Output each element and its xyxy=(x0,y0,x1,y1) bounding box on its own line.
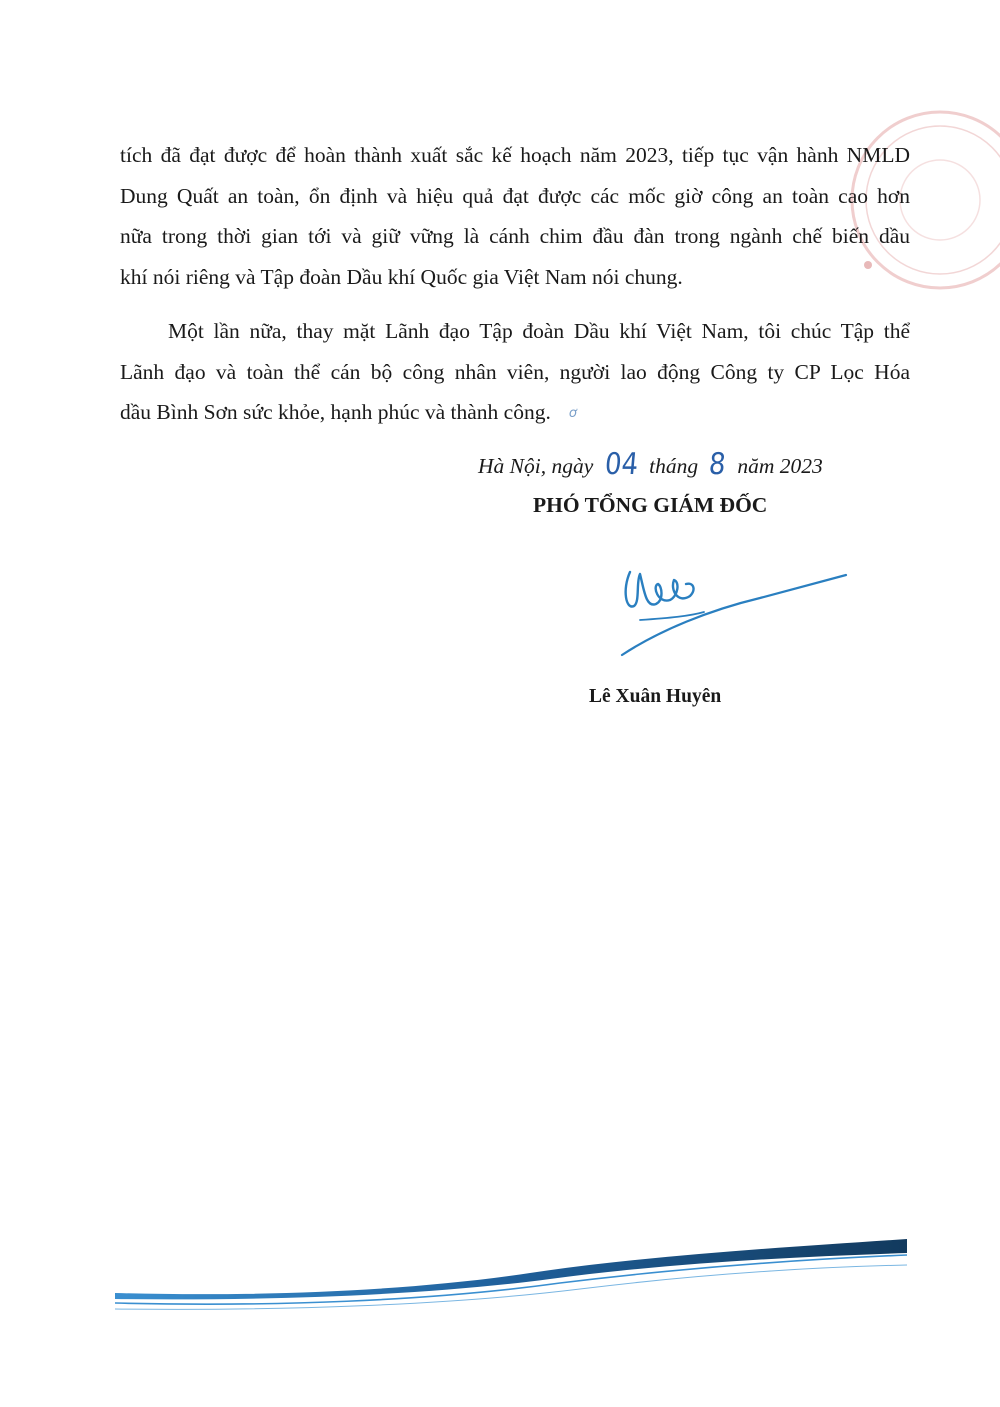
paragraph-line: Một lần nữa, thay mặt Lãnh đạo Tập đoàn Dầu khí Việt Nam, tôi chúc Tập thể xyxy=(168,319,910,343)
signer-name: Lê Xuân Huyên xyxy=(589,686,722,707)
paragraph-wishes xyxy=(120,311,910,434)
place-and-date xyxy=(478,447,823,483)
paragraph-line: khí nói riêng và Tập đoàn Dầu khí Quốc gia Việt Nam nói chung. xyxy=(120,264,683,289)
paragraph-line: dầu Bình Sơn sức khỏe, hạnh phúc và thành công. xyxy=(120,400,551,424)
paragraph-line: nữa trong thời gian tới và giữ vững là cánh chim đầu đàn trong ngành chế biến dầu xyxy=(120,224,910,248)
handwritten-day: 04 xyxy=(603,447,640,483)
handwritten-signature xyxy=(600,560,850,665)
paragraph-line: tích đã đạt được để hoàn thành xuất sắc kế hoạch năm 2023, tiếp tục vận hành NMLD xyxy=(120,143,910,167)
paragraph-line: Lãnh đạo và toàn thể cán bộ công nhân viên, người lao động Công ty CP Lọc Hóa xyxy=(120,359,910,384)
handwritten-month: 8 xyxy=(707,447,728,483)
place-date-prefix: Hà Nội, ngày xyxy=(478,454,594,478)
handwritten-initial-mark: ơ xyxy=(568,405,577,421)
year-label: năm 2023 xyxy=(737,454,823,478)
paragraph-congratulations xyxy=(120,135,910,297)
paragraph-last-line-wrap xyxy=(120,392,910,434)
month-label: tháng xyxy=(649,454,699,478)
signer-position-title: PHÓ TỔNG GIÁM ĐỐC xyxy=(533,493,768,517)
paragraph-line: Dung Quất an toàn, ổn định và hiệu quả đạt được các mốc giờ công an toàn cao hơn xyxy=(120,183,910,208)
footer-wave-decoration xyxy=(110,1225,910,1315)
